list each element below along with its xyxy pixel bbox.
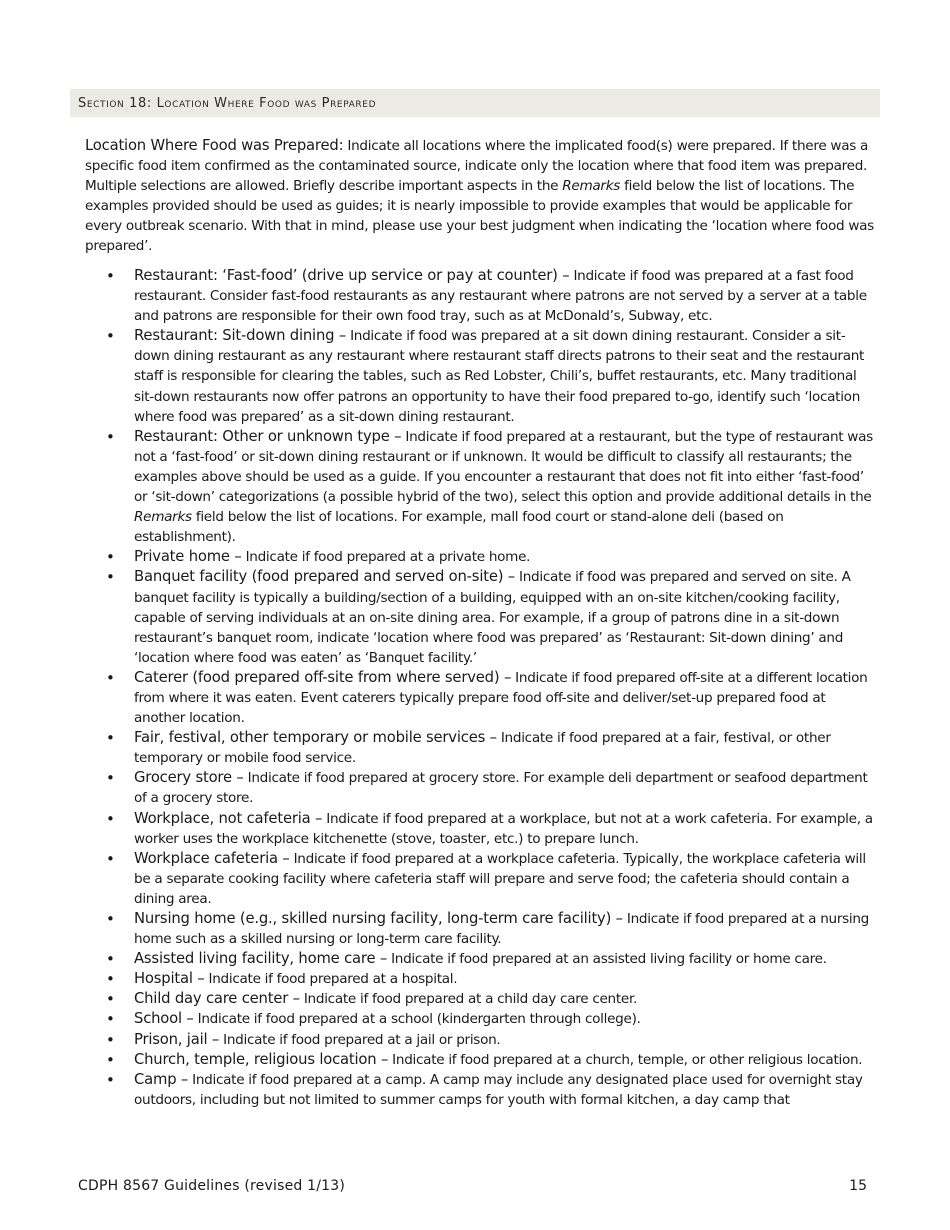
item-term: Hospital – (134, 970, 205, 988)
bullet-icon: • (106, 910, 115, 928)
item-desc: Indicate if food prepared at a jail or prison. (219, 1031, 501, 1048)
section-header (70, 89, 880, 117)
bullet-icon: • (106, 849, 115, 868)
item-term: Prison, jail – (134, 1030, 220, 1048)
footer-doc-title: CDPH 8567 Guidelines (revised 1/13) (78, 1178, 346, 1194)
list-item (106, 768, 876, 808)
item-desc: Indicate if food prepared at a camp. A camp may include any designated place used for overnight stay outdoors, including but not limited to summer camps for youth with formal kitchen, a day camp that (134, 1071, 863, 1108)
list-item (106, 1070, 876, 1110)
bullet-icon: • (106, 568, 115, 587)
bullet-icon: • (106, 668, 115, 687)
item-term: Grocery store – (134, 769, 244, 787)
item-desc: Indicate if food prepared at a school (kindergarten through college). (193, 1011, 641, 1028)
item-desc: Indicate if food prepared off-site at a different location from where it was eaten. Event caterers typically prepare food off-site and deliver/set-up prepared food at another location. (134, 669, 868, 727)
intro-remarks: Remarks (562, 178, 621, 195)
list-item (106, 949, 876, 969)
item-desc-2: field below the list of locations. For example, mall food court or stand-alone deli (based on establishment). (134, 509, 784, 546)
item-term: Child day care center – (134, 990, 300, 1008)
list-item (106, 849, 876, 909)
item-desc: Indicate if food prepared at a child day care center. (299, 991, 638, 1008)
list-item (106, 547, 876, 567)
bullet-icon: • (106, 1030, 115, 1049)
item-term: Workplace, not cafeteria – (134, 809, 323, 827)
bullet-icon: • (106, 1070, 115, 1089)
item-term: Nursing home (e.g., skilled nursing facility, long-term care facility) – (134, 910, 623, 927)
list-item (106, 909, 876, 949)
bullet-icon: • (106, 970, 115, 989)
list-item (106, 326, 876, 426)
list-item (106, 266, 876, 326)
item-desc: Indicate if food prepared at a workplace cafeteria. Typically, the workplace cafeteria will be a separate cooking facility where cafeteria staff will prepare and serve food; the cafeteria should contain a dining area. (134, 850, 866, 907)
item-desc: Indicate if food prepared at a restaurant, but the type of restaurant was not a ‘fast-food’ or sit-down dining restaurant or if unknown. It would be difficult to classify all restaurants; the examples above should be used as a guide. If you encounter a restaurant that does not fit into either ‘fast-food’ or ‘sit-down’ categorizations (a possible hybrid of the two), select this option and provide additional details in the (134, 428, 873, 506)
bullet-icon: • (106, 950, 115, 969)
item-term: Restaurant: Sit-down dining – (134, 327, 347, 345)
list-item (106, 1009, 876, 1029)
bullet-icon: • (106, 327, 115, 346)
list-item (106, 809, 876, 849)
footer-page-number: 15 (849, 1178, 867, 1194)
item-desc: Indicate if food prepared at a private home. (241, 549, 531, 566)
list-item (106, 567, 876, 667)
intro-term: Location Where Food was Prepared: (85, 137, 344, 154)
item-term: Camp – (134, 1070, 189, 1088)
item-remarks: Remarks (134, 509, 192, 526)
bullet-icon: • (106, 990, 115, 1009)
item-term: Caterer (food prepared off-site from where served) – (134, 668, 512, 686)
item-term: Private home – (134, 548, 242, 566)
item-desc: Indicate if food prepared at a fair, festival, or other temporary or mobile food service. (134, 730, 831, 767)
intro-paragraph (85, 136, 875, 257)
section-title: Section 18: Location Where Food was Prepared (78, 95, 377, 111)
list-item (106, 969, 876, 989)
item-term: Fair, festival, other temporary or mobile services – (134, 729, 497, 747)
item-desc: Indicate if food prepared at a church, temple, or other religious location. (388, 1051, 863, 1068)
item-term: Restaurant: Other or unknown type – (134, 427, 402, 445)
bullet-icon: • (106, 1050, 115, 1069)
list-item (106, 1030, 876, 1050)
item-term: Restaurant: ‘Fast-food’ (drive up service or pay at counter) – (134, 267, 570, 284)
location-list (106, 266, 876, 1110)
item-desc: Indicate if food prepared at an assisted living facility or home care. (387, 951, 827, 968)
item-desc: Indicate if food prepared at a nursing home such as a skilled nursing or long-term care facility. (134, 911, 870, 948)
bullet-icon: • (106, 809, 115, 828)
item-term: Assisted living facility, home care – (134, 950, 388, 968)
item-desc: Indicate if food was prepared and served on site. A banquet facility is typically a building/section of a building, equipped with an on-site kitchen/cooking facility, capable of serving individuals at an on-site dining area. For example, if a group of patrons dine in a sit-down restaurant’s banquet room, indicate ‘location where food was prepared’ as ‘Restaurant: Sit-down dining’ and ‘location where food was eaten’ as ‘Banquet facility.’ (134, 569, 851, 666)
item-desc: Indicate if food was prepared at a fast food restaurant. Consider fast-food restaurants as any restaurant where patrons are not served by a server at a table and patrons are responsible for their own food tray, such as at McDonald’s, Subway, etc. (134, 268, 867, 325)
item-desc: Indicate if food prepared at a hospital. (204, 971, 458, 988)
item-term: Church, temple, religious location – (134, 1050, 389, 1068)
bullet-icon: • (106, 1010, 115, 1029)
item-desc: Indicate if food prepared at grocery store. For example deli department or seafood department of a grocery store. (134, 770, 868, 807)
bullet-icon: • (106, 769, 115, 788)
bullet-icon: • (106, 427, 115, 446)
bullet-icon: • (106, 548, 115, 567)
bullet-icon: • (106, 267, 115, 285)
list-item (106, 989, 876, 1009)
item-term: Workplace cafeteria – (134, 849, 290, 867)
list-item (106, 427, 876, 548)
list-item (106, 728, 876, 768)
item-desc: Indicate if food prepared at a workplace, but not at a work cafeteria. For example, a worker uses the workplace kitchenette (stove, toaster, etc.) to prepare lunch. (134, 810, 873, 847)
intro-text-b: field below the list of locations. The examples provided should be used as guides; it is nearly impossible to provide examples that would be applicable for every outbreak scenario. With that in mind, please use your best judgment when indicating the ‘location where food was prepared’. (85, 178, 874, 255)
bullet-icon: • (106, 729, 115, 748)
item-term: Banquet facility (food prepared and served on-site) – (134, 568, 516, 586)
list-item (106, 1050, 876, 1070)
list-item (106, 668, 876, 728)
item-term: School – (134, 1010, 194, 1028)
intro-text-a: Indicate all locations where the implicated food(s) were prepared. If there was a specific food item confirmed as the contaminated source, indicate only the location where that food item was prepared. Multiple selections are allowed. Briefly describe important aspects in the (85, 138, 869, 195)
item-desc: Indicate if food was prepared at a sit down dining restaurant. Consider a sit-down dining restaurant as any restaurant where restaurant staff directs patrons to their seat and the restaurant staff is responsible for clearing the tables, such as Red Lobster, Chili’s, buffet restaurants, etc. Many traditional sit-down restaurants now offer patrons an opportunity to have their food prepared to-go, identify such ‘location where food was prepared’ as a sit-down dining restaurant. (134, 328, 865, 425)
